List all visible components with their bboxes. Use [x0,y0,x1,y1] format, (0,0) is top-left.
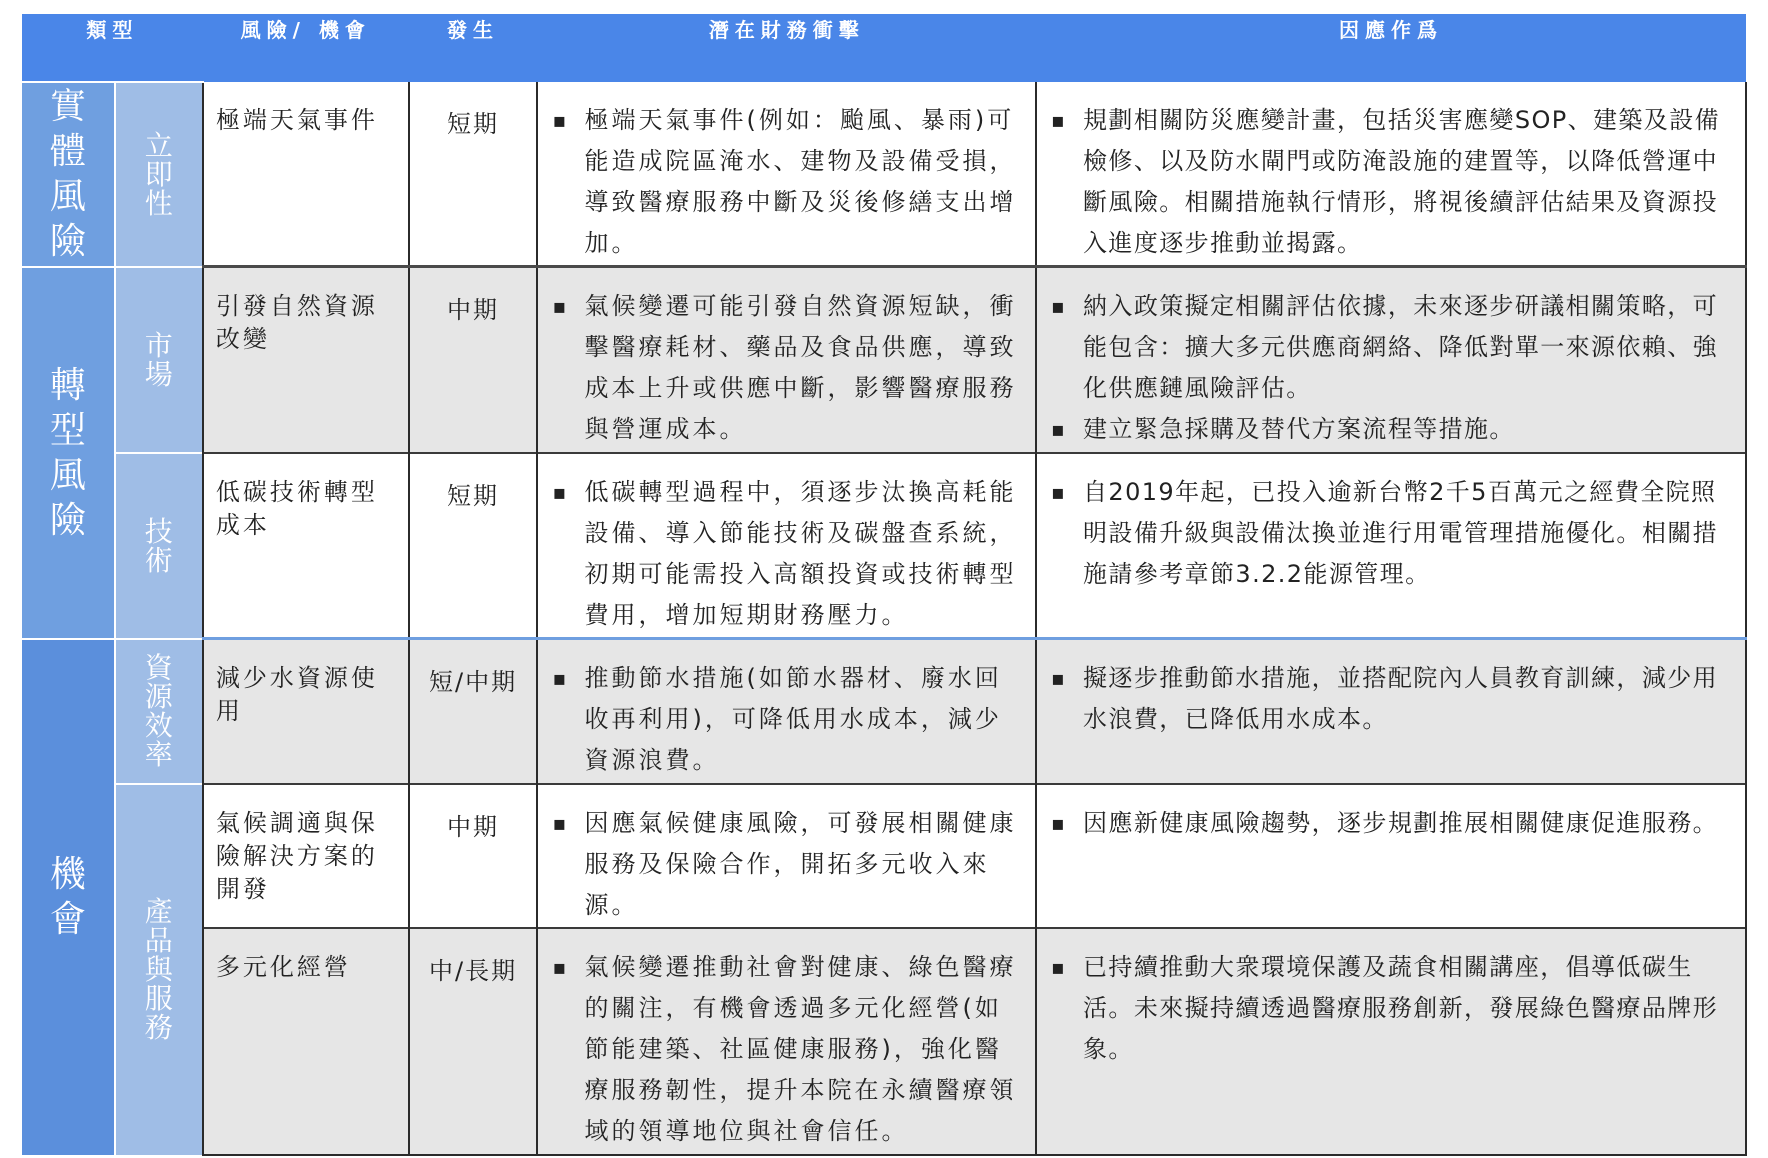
action-cell [1036,928,1746,1155]
subcategory-resource-efficiency [115,639,203,784]
header-term: 發生 [409,14,538,82]
category-label: 轉 型 風 險 [49,364,86,541]
bullet-item: ▪ 因應氣候健康風險，可發展相關健康服務及保險合作，開拓多元收入來源。 [548,803,1017,926]
table-row [22,267,1746,453]
risk-name: 減少水資源使用 [203,639,409,784]
header-action: 因應作爲 [1036,14,1746,82]
bullet-item: ▪ 低碳轉型過程中，須逐步汰換高耗能設備、導入節能技術及碳盤查系統，初期可能需投入高額投資或技術轉型費用，增加短期財務壓力。 [548,472,1017,636]
bullet-item: ▪ 推動節水措施(如節水器材、廢水回收再利用)，可降低用水成本，減少資源浪費。 [548,658,1017,781]
header-risk: 風險/ 機會 [203,14,409,82]
subcategory-market [115,267,203,453]
subcategory-acute [115,82,203,267]
action-cell [1036,639,1746,784]
impact-cell [537,82,1036,267]
subcategory-label: 資 源 效 率 [144,651,173,772]
category-opportunity [22,639,115,1155]
climate-risk-opportunity-table [22,14,1747,1156]
bullet-item: ▪ 納入政策擬定相關評估依據，未來逐步研議相關策略，可能包含：擴大多元供應商網絡、降低對單一來源依賴、強化供應鏈風險評估。 [1047,286,1727,409]
risk-name: 極端天氣事件 [203,82,409,267]
header-impact: 潛在財務衝擊 [537,14,1036,82]
bullet-item: ▪ 已持續推動大衆環境保護及蔬食相關講座，倡導低碳生活。未來擬持續透過醫療服務創新，發展綠色醫療品牌形象。 [1047,947,1727,1070]
subcategory-label: 技 術 [144,514,173,577]
bullet-item: ▪ 擬逐步推動節水措施，並搭配院內人員教育訓練，減少用水浪費，已降低用水成本。 [1047,658,1727,740]
category-label: 實 體 風 險 [49,86,86,263]
bullet-item: ▪ 建立緊急採購及替代方案流程等措施。 [1047,409,1727,450]
subcategory-label: 市 場 [144,328,173,391]
bullet-item: ▪ 因應新健康風險趨勢，逐步規劃推展相關健康促進服務。 [1047,803,1727,844]
risk-name: 低碳技術轉型成本 [203,453,409,639]
category-transition-risk [22,267,115,639]
term: 短/中期 [409,639,538,784]
bullet-item: ▪ 氣候變遷推動社會對健康、綠色醫療的關注，有機會透過多元化經營(如節能建築、社區健康服務)，強化醫療服務韌性，提升本院在永續醫療領域的領導地位與社會信任。 [548,947,1017,1152]
term: 中期 [409,784,538,928]
action-cell [1036,453,1746,639]
subcategory-products-services [115,784,203,1155]
subcategory-label: 產 品 與 服 務 [144,895,173,1045]
table-row [22,928,1746,1155]
table-row [22,82,1746,267]
term: 短期 [409,453,538,639]
action-cell [1036,82,1746,267]
bullet-item: ▪ 極端天氣事件(例如：颱風、暴雨)可能造成院區淹水、建物及設備受損，導致醫療服務中斷及災後修繕支出增加。 [548,100,1017,264]
term: 短期 [409,82,538,267]
bullet-item: ▪ 氣候變遷可能引發自然資源短缺，衝擊醫療耗材、藥品及食品供應，導致成本上升或供應中斷，影響醫療服務與營運成本。 [548,286,1017,450]
risk-name: 多元化經營 [203,928,409,1155]
impact-cell [537,267,1036,453]
impact-cell [537,639,1036,784]
impact-cell [537,928,1036,1155]
action-cell [1036,267,1746,453]
impact-cell [537,453,1036,639]
action-cell [1036,784,1746,928]
risk-name: 氣候調適與保險解決方案的開發 [203,784,409,928]
table-row [22,784,1746,928]
term: 中/長期 [409,928,538,1155]
term: 中期 [409,267,538,453]
category-label: 機 會 [49,854,86,941]
impact-cell [537,784,1036,928]
bullet-item: ▪ 規劃相關防災應變計畫，包括災害應變SOP、建築及設備檢修、以及防水閘門或防淹設施的建置等，以降低營運中斷風險。相關措施執行情形，將視後續評估結果及資源投入進度逐步推動並揭露。 [1047,100,1727,264]
category-physical-risk [22,82,115,267]
risk-name: 引發自然資源改變 [203,267,409,453]
table-row [22,639,1746,784]
header-type: 類型 [22,14,203,82]
bullet-item: ▪ 自2019年起，已投入逾新台幣2千5百萬元之經費全院照明設備升級與設備汰換並進行用電管理措施優化。相關措施請參考章節3.2.2能源管理。 [1047,472,1727,595]
subcategory-technology [115,453,203,639]
subcategory-label: 立 即 性 [144,128,173,220]
table-row [22,453,1746,639]
header-row [22,14,1746,82]
